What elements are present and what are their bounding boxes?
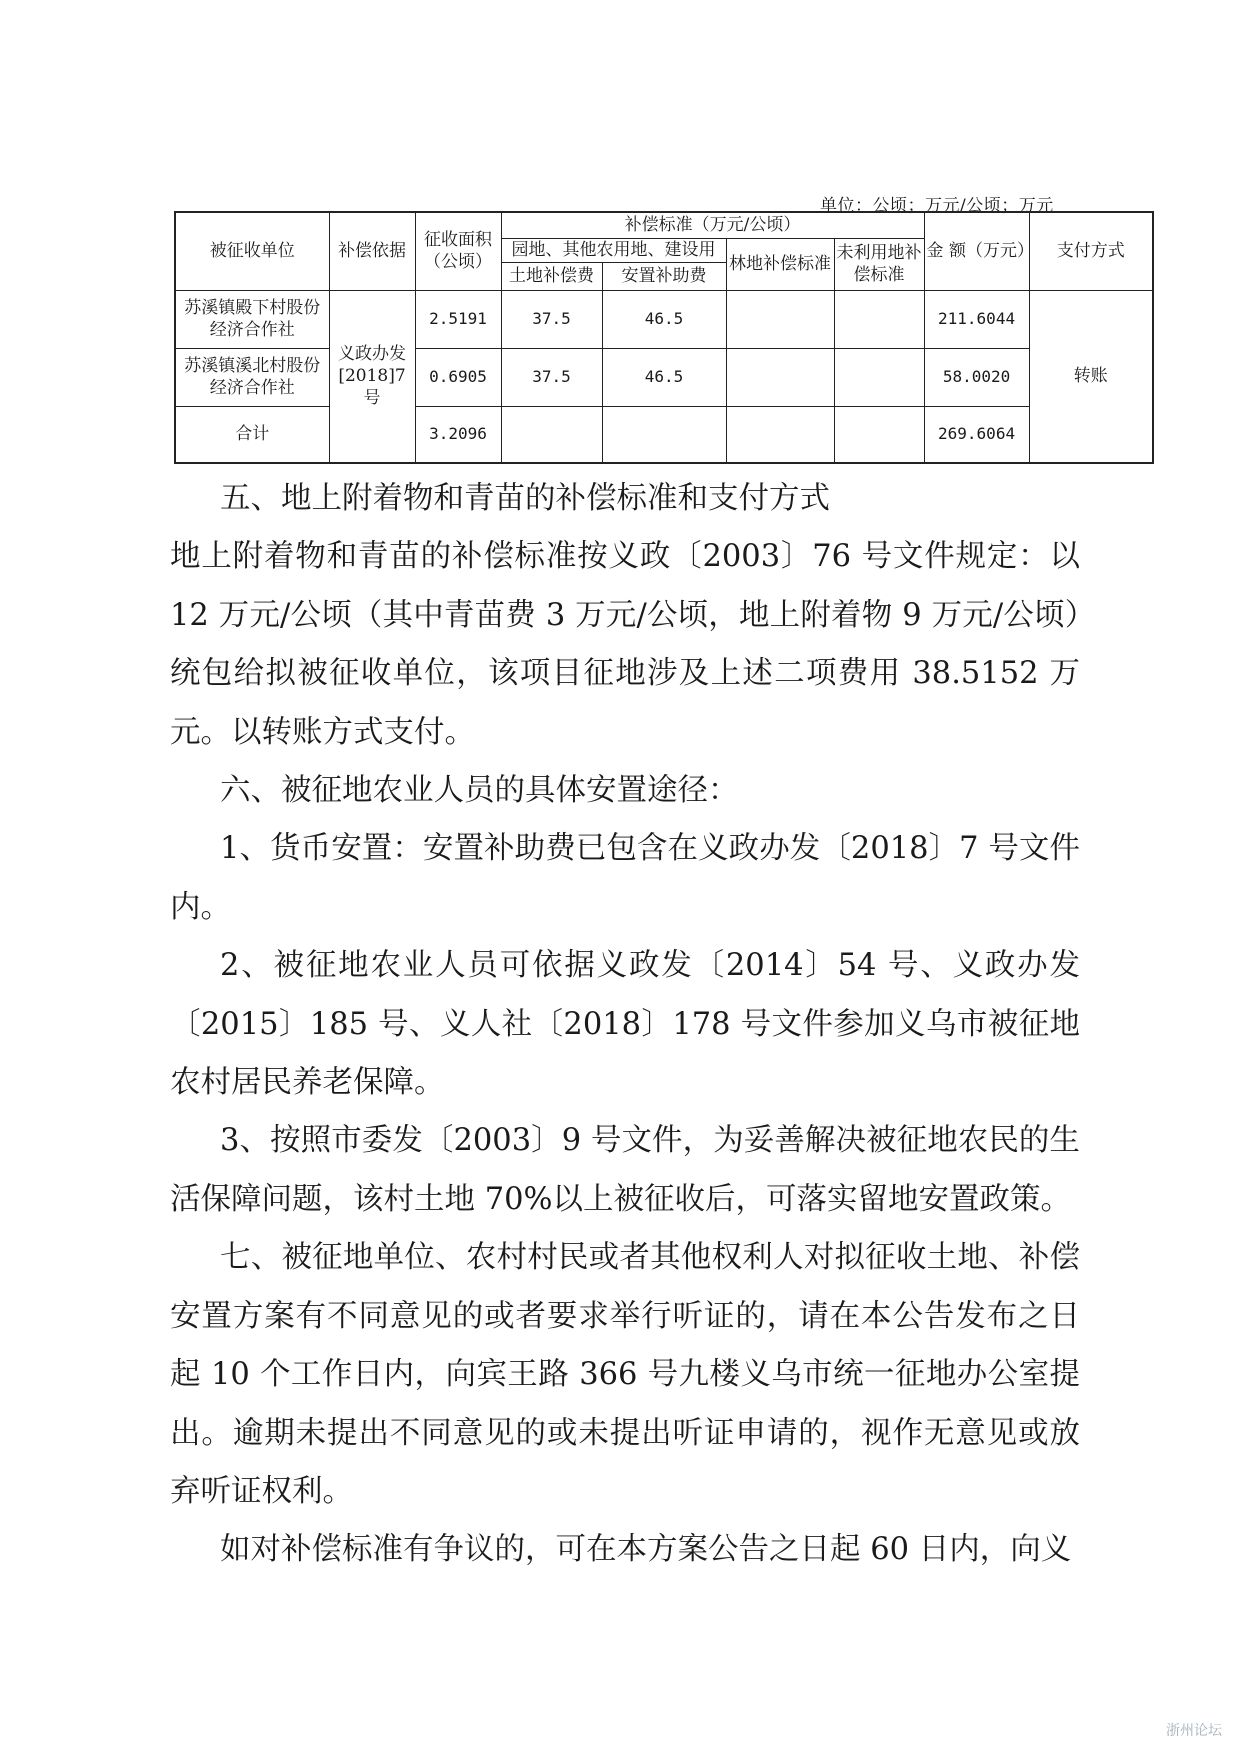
row-amount: 211.6044 [924,290,1029,348]
header-resettle-fee: 安置补助费 [602,262,726,290]
header-amount: 金 额（万元） [924,212,1029,290]
header-payment: 支付方式 [1029,212,1153,290]
total-amount: 269.6064 [924,406,1029,463]
payment-cell: 转账 [1029,290,1153,463]
row-amount: 58.0020 [924,348,1029,406]
compensation-table [174,211,1154,464]
section-7-body: 七、被征地单位、农村村民或者其他权利人对拟征收土地、补偿安置方案有不同意见的或者要求举行听证的，请在本公告发布之日起 10 个工作日内，向宾王路 366 号九楼义乌市统一征地办公室提出。逾期未提出不同意见的或未提出听证申请的，视作无意见或放弃听证权利。 [170,1240,1080,1509]
forum-watermark: 浙州论坛 [1166,1723,1222,1739]
section-5-body: 地上附着物和青苗的补偿标准按义政〔2003〕76 号文件规定：以 12 万元/公顷（其中青苗费 3 万元/公顷，地上附着物 9 万元/公顷）统包给拟被征收单位，该项目征地涉及上述二项费用 38.5152 万元。以转账方式支付。 [170,539,1080,750]
row-unused [834,290,924,348]
row-resettle-fee: 46.5 [602,290,726,348]
last-paragraph: 如对补偿标准有争议的，可在本方案公告之日起 60 日内，向义 [220,1532,1072,1568]
total-label: 合计 [175,406,329,463]
section-6-item-2: 2、被征地农业人员可依据义政发〔2014〕54 号、义政办发〔2015〕185 号、义人社〔2018〕178 号文件参加义乌市被征地农村居民养老保障。 [170,948,1080,1101]
row-land-fee: 37.5 [501,348,602,406]
table-row [175,290,1153,348]
header-area: 征收面积（公顷） [415,212,501,290]
row-land-fee: 37.5 [501,290,602,348]
total-row [175,406,1153,463]
total-area: 3.2096 [415,406,501,463]
header-standard: 补偿标准（万元/公顷） [501,212,924,238]
header-unused: 未利用地补偿标准 [834,238,924,290]
section-6-item-1: 1、货币安置：安置补助费已包含在义政办发〔2018〕7 号文件内。 [170,831,1080,925]
table-row [175,348,1153,406]
header-basis: 补偿依据 [329,212,415,290]
header-forest: 林地补偿标准 [726,238,834,290]
header-garden: 园地、其他农用地、建设用 [501,238,726,262]
row-unit: 苏溪镇溪北村股份经济合作社 [175,348,329,406]
section-6-item-3: 3、按照市委发〔2003〕9 号文件，为妥善解决被征地农民的生活保障问题，该村土地 70%以上被征收后，可落实留地安置政策。 [170,1123,1080,1217]
section-5-title: 五、地上附着物和青苗的补偿标准和支付方式 [220,481,830,516]
header-land-fee: 土地补偿费 [501,262,602,290]
row-forest [726,290,834,348]
unit-note: 单位：公顷；万元/公顷；万元 [820,196,1054,216]
row-forest [726,348,834,406]
row-resettle-fee: 46.5 [602,348,726,406]
row-area: 0.6905 [415,348,501,406]
row-unit: 苏溪镇殿下村股份经济合作社 [175,290,329,348]
row-unused [834,348,924,406]
document-body [170,470,1080,1580]
row-area: 2.5191 [415,290,501,348]
header-unit: 被征收单位 [175,212,329,290]
section-6-title: 六、被征地农业人员的具体安置途径： [220,773,739,809]
basis-cell: 义政办发[2018]7号 [329,290,415,463]
